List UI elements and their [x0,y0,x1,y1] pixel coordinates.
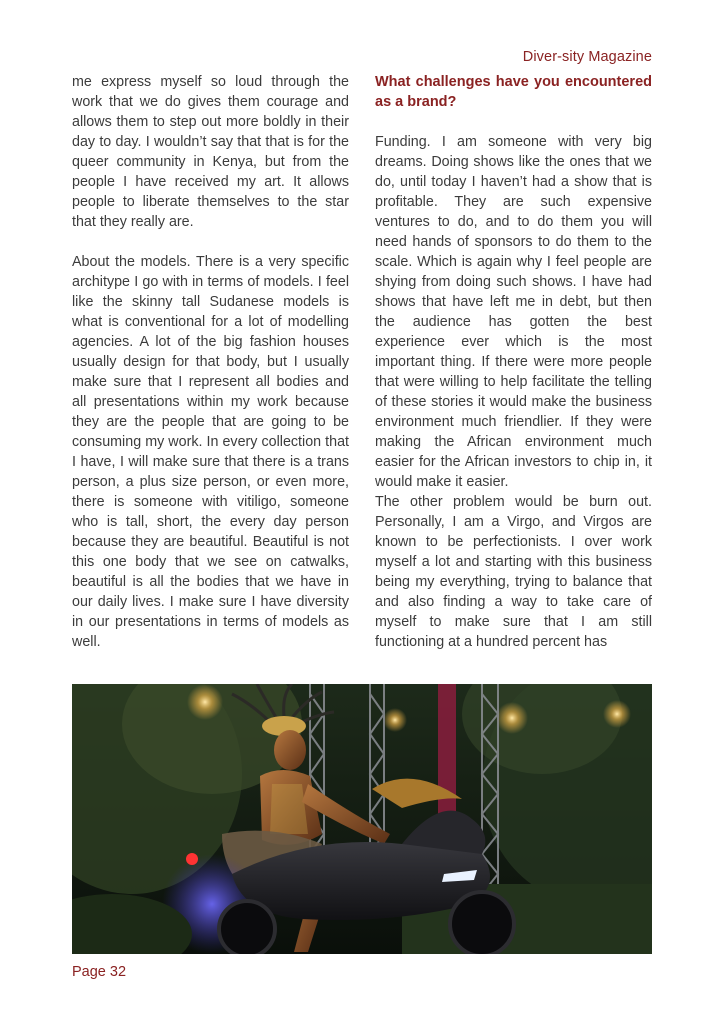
paragraph-gap [72,232,349,252]
question-heading: What challenges have you encountered as a brand? [375,74,652,110]
page-number: Page 32 [72,964,127,980]
photo-model-on-motorcycle [72,684,652,954]
left-paragraph-2: About the models. There is a very specific architype I go with in terms of models. I feel like the skinny tall Sudanese models is what is conventional for a lot of modelling agencies. A lot of the big fashion houses usually design for that body, but I usually make sure that I represent all bodies and all presentations within my work because they are the people that are going to be consuming my work. In every collection that I have, I will make sure that there is a trans person, a plus size person, or even more, there is someone with vitiligo, someone who is tall, short, the every day person because they are beautiful. Beautiful is not this one body that we see on catwalks, beautiful is all the bodies that we have in our daily lives. I make sure I have diversity in our presentations in terms of models as well. [72,254,349,650]
right-paragraph-1: Funding. I am someone with very big dreams. Doing shows like the ones that we do, until today I haven’t had a show that is profitable. They are such expensive ventures to do, and to do them you will need hands of sponsors to do them to the scale. Which is again why I feel people are shying from doing such shows. I have had shows that have left me in debt, but then the audience has gotten the best experience ever which is the most important thing. If there were more people that were willing to help facilitate the telling of these stories it would make the business environment much friendlier. If they were making the African environment much easier for the African investors to chip in, it would make it easier. [375,134,652,490]
left-column [72,72,349,652]
magazine-name: Diver-sity Magazine [522,49,652,65]
right-column [375,72,652,652]
left-paragraph-1: me express myself so loud through the work that we do gives them courage and allows them to step out more boldly in their day to day. I wouldn’t say that that is for the queer community in Kenya, but from the people I have received my art. It allows people to liberate themselves to the star that they really are. [72,74,349,230]
right-paragraph-2: The other problem would be burn out. Personally, I am a Virgo, and Virgos are known to be perfectionists. I over work myself a lot and starting with this business being my everything, trying to balance that and also finding a way to take care of myself to make sure that I am still functioning at a hundred percent has [375,494,652,650]
paragraph-gap [375,112,652,132]
